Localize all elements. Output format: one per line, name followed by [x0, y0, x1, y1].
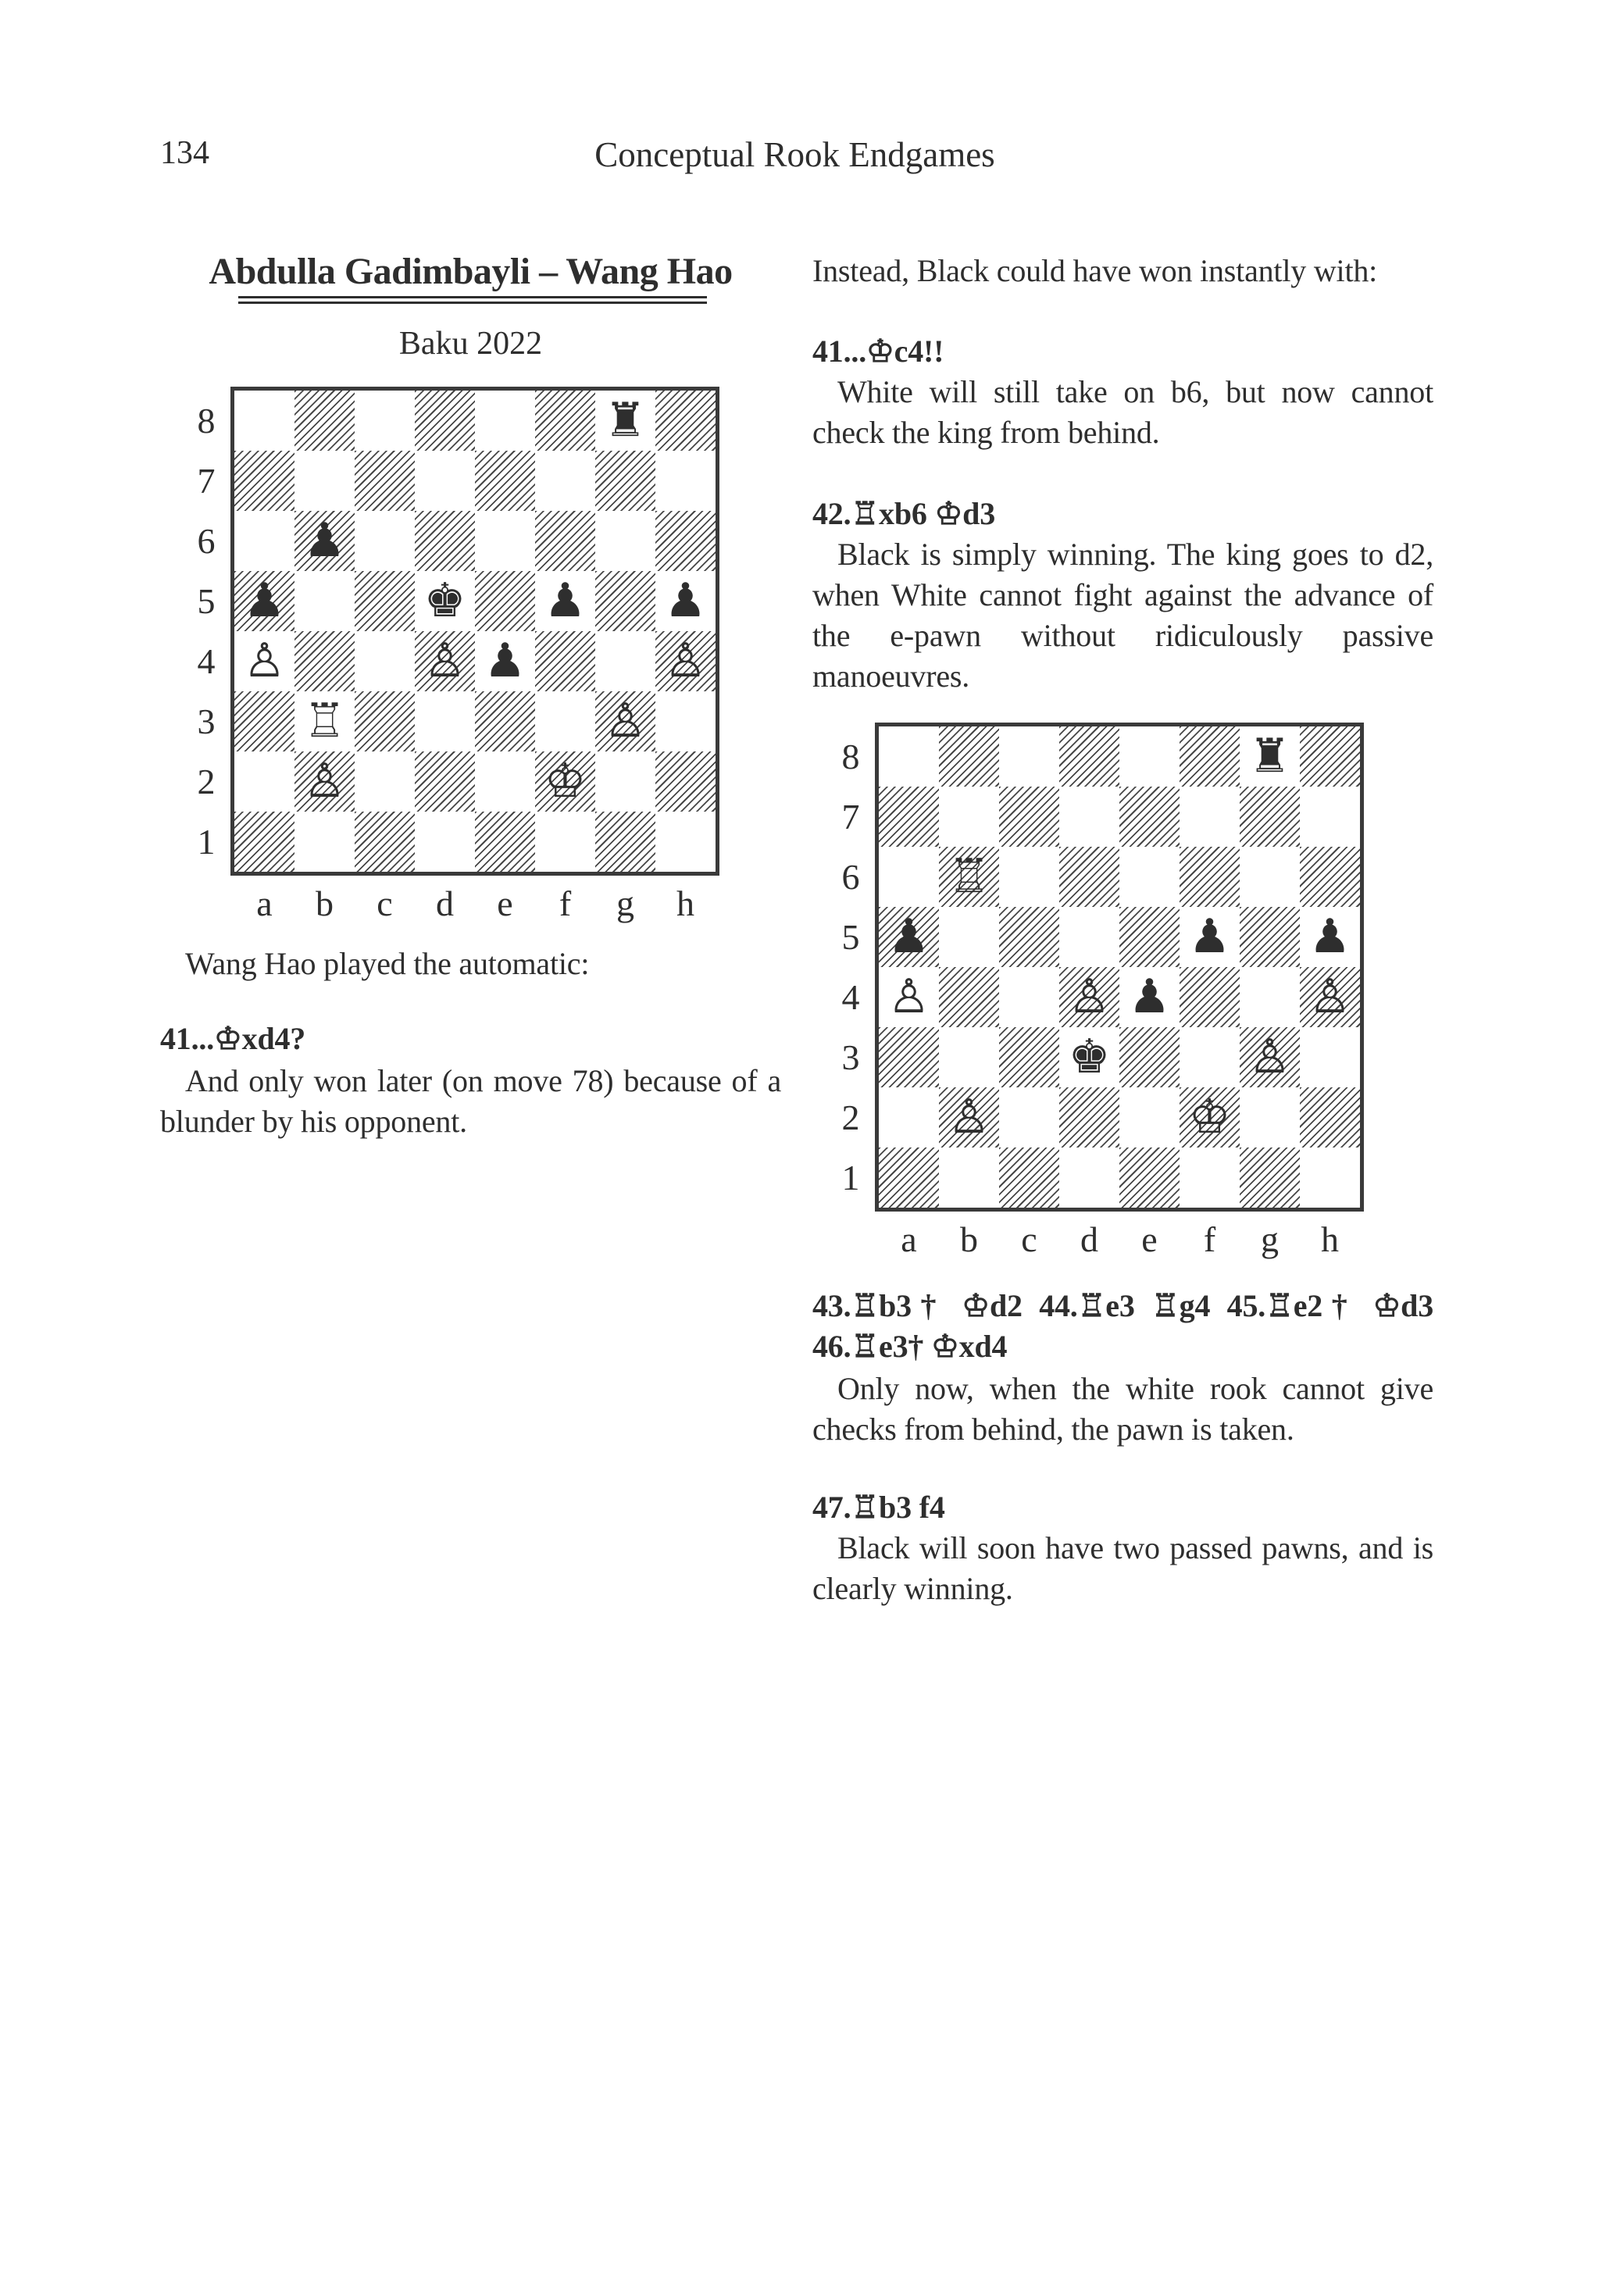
- square-e1: [475, 812, 535, 872]
- square-f2: [1180, 1087, 1240, 1147]
- square-d8: [415, 391, 475, 451]
- square-f7: [535, 451, 595, 511]
- square-d7: [1059, 787, 1119, 847]
- square-g7: [1240, 787, 1300, 847]
- rank-label-6: 6: [841, 857, 860, 897]
- square-e3: [1119, 1027, 1180, 1087]
- square-g6: [595, 511, 655, 571]
- square-b7: [939, 787, 999, 847]
- move-41: 41...♔xd4?: [160, 1021, 306, 1056]
- file-label-h: h: [676, 883, 694, 923]
- file-label-f: f: [559, 883, 572, 923]
- square-g8: [1240, 726, 1300, 787]
- square-e3: [475, 691, 535, 751]
- square-b1: [294, 812, 355, 872]
- square-c7: [355, 451, 415, 511]
- square-f4: [535, 631, 595, 691]
- square-g7: [595, 451, 655, 511]
- square-f5: [535, 571, 595, 631]
- file-label-a: a: [901, 1219, 917, 1259]
- square-h6: [655, 511, 716, 571]
- square-h8: [655, 391, 716, 451]
- square-c4: [355, 631, 415, 691]
- game-title: Abdulla Gadimbayli – Wang Hao: [209, 251, 733, 292]
- square-b3: [294, 691, 355, 751]
- square-c2: [355, 751, 415, 812]
- rank-label-5: 5: [841, 917, 860, 957]
- square-a1: [234, 812, 294, 872]
- square-h1: [1300, 1147, 1360, 1208]
- square-e1: [1119, 1147, 1180, 1208]
- file-label-e: e: [497, 883, 513, 923]
- square-g2: [1240, 1087, 1300, 1147]
- square-b2: [939, 1087, 999, 1147]
- square-b1: [939, 1147, 999, 1208]
- moves-43-46: 43.♖b3† ♔d2 44.♖e3 ♖g4 45.♖e2† ♔d3 46.♖e3† ♔xd4: [812, 1288, 1433, 1364]
- file-label-g: g: [616, 883, 634, 923]
- black-pawn-icon: ♟: [664, 573, 707, 628]
- square-d6: [415, 511, 475, 571]
- square-e6: [1119, 847, 1180, 907]
- square-g6: [1240, 847, 1300, 907]
- black-pawn-icon: ♟: [243, 573, 286, 628]
- square-b3: [939, 1027, 999, 1087]
- black-pawn-icon: ♟: [1188, 909, 1231, 964]
- square-a3: [234, 691, 294, 751]
- square-e4: [1119, 967, 1180, 1027]
- square-b4: [294, 631, 355, 691]
- file-label-c: c: [1021, 1219, 1037, 1259]
- square-c7: [999, 787, 1059, 847]
- square-e6: [475, 511, 535, 571]
- black-pawn-icon: ♟: [303, 513, 346, 568]
- square-f6: [1180, 847, 1240, 907]
- square-h3: [1300, 1027, 1360, 1087]
- square-h3: [655, 691, 716, 751]
- black-pawn-icon: ♟: [484, 634, 526, 688]
- move-41-alt: 41...♔c4!!: [812, 334, 944, 369]
- rank-label-8: 8: [841, 737, 860, 776]
- square-e2: [1119, 1087, 1180, 1147]
- square-c4: [999, 967, 1059, 1027]
- square-h2: [1300, 1087, 1360, 1147]
- square-f5: [1180, 907, 1240, 967]
- square-g3: [595, 691, 655, 751]
- rank-label-1: 1: [197, 822, 216, 862]
- white-king-icon: ♔: [544, 754, 587, 808]
- rank-label-4: 4: [197, 641, 216, 681]
- square-g5: [595, 571, 655, 631]
- rank-label-7: 7: [841, 797, 860, 837]
- white-pawn-icon: ♙: [1308, 969, 1351, 1024]
- rank-label-6: 6: [197, 521, 216, 561]
- black-rook-icon: ♜: [1248, 729, 1291, 783]
- square-g4: [1240, 967, 1300, 1027]
- square-d4: [415, 631, 475, 691]
- square-h2: [655, 751, 716, 812]
- file-label-b: b: [316, 883, 334, 923]
- square-c8: [355, 391, 415, 451]
- square-h5: [1300, 907, 1360, 967]
- file-label-h: h: [1321, 1219, 1339, 1259]
- square-d1: [1059, 1147, 1119, 1208]
- white-pawn-icon: ♙: [243, 634, 286, 688]
- rank-labels: [830, 726, 871, 1208]
- square-a7: [879, 787, 939, 847]
- rank-label-1: 1: [841, 1158, 860, 1197]
- black-pawn-icon: ♟: [1128, 969, 1171, 1024]
- square-e4: [475, 631, 535, 691]
- paragraph-41: And only won later (on move 78) because of a blunder by his opponent.: [160, 1063, 781, 1139]
- square-f8: [1180, 726, 1240, 787]
- square-d2: [1059, 1087, 1119, 1147]
- game-event: Baku 2022: [398, 326, 543, 362]
- file-label-b: b: [960, 1219, 978, 1259]
- file-label-e: e: [1141, 1219, 1158, 1259]
- move-42: 42.♖xb6 ♔d3: [812, 496, 996, 531]
- square-h7: [1300, 787, 1360, 847]
- square-d8: [1059, 726, 1119, 787]
- black-pawn-icon: ♟: [1308, 909, 1351, 964]
- square-g1: [595, 812, 655, 872]
- square-f8: [535, 391, 595, 451]
- square-a2: [234, 751, 294, 812]
- square-c8: [999, 726, 1059, 787]
- square-c1: [355, 812, 415, 872]
- file-label-f: f: [1203, 1219, 1216, 1259]
- board-frame: [230, 387, 719, 876]
- square-f4: [1180, 967, 1240, 1027]
- square-d3: [1059, 1027, 1119, 1087]
- square-e8: [1119, 726, 1180, 787]
- square-a4: [234, 631, 294, 691]
- square-h5: [655, 571, 716, 631]
- square-a7: [234, 451, 294, 511]
- white-pawn-icon: ♙: [948, 1090, 990, 1144]
- square-a8: [234, 391, 294, 451]
- file-label-g: g: [1261, 1219, 1279, 1259]
- square-b8: [294, 391, 355, 451]
- square-a1: [879, 1147, 939, 1208]
- file-label-d: d: [1080, 1219, 1098, 1259]
- square-h4: [1300, 967, 1360, 1027]
- square-a4: [879, 967, 939, 1027]
- square-g3: [1240, 1027, 1300, 1087]
- rank-label-7: 7: [197, 461, 216, 501]
- file-label-d: d: [436, 883, 454, 923]
- paragraph-46: Only now, when the white rook cannot give checks from behind, the pawn is taken.: [812, 1371, 1433, 1447]
- square-c3: [999, 1027, 1059, 1087]
- square-b6: [939, 847, 999, 907]
- square-d6: [1059, 847, 1119, 907]
- square-f2: [535, 751, 595, 812]
- square-a2: [879, 1087, 939, 1147]
- square-f3: [1180, 1027, 1240, 1087]
- board-grid: [879, 726, 1360, 1208]
- square-b5: [294, 571, 355, 631]
- square-c6: [999, 847, 1059, 907]
- square-f7: [1180, 787, 1240, 847]
- square-a8: [879, 726, 939, 787]
- square-d5: [415, 571, 475, 631]
- white-pawn-icon: ♙: [423, 634, 466, 688]
- paragraph-instead: Instead, Black could have won instantly with:: [812, 253, 1378, 288]
- rank-labels: [186, 391, 227, 872]
- square-f1: [535, 812, 595, 872]
- running-header: Conceptual Rook Endgames: [594, 135, 995, 174]
- rank-label-5: 5: [197, 581, 216, 621]
- square-d2: [415, 751, 475, 812]
- square-c5: [999, 907, 1059, 967]
- square-e2: [475, 751, 535, 812]
- square-h1: [655, 812, 716, 872]
- square-h7: [655, 451, 716, 511]
- file-label-a: a: [256, 883, 273, 923]
- square-e5: [475, 571, 535, 631]
- square-e8: [475, 391, 535, 451]
- square-c2: [999, 1087, 1059, 1147]
- square-d7: [415, 451, 475, 511]
- white-pawn-icon: ♙: [303, 754, 346, 808]
- square-g8: [595, 391, 655, 451]
- square-a3: [879, 1027, 939, 1087]
- square-a6: [234, 511, 294, 571]
- square-g4: [595, 631, 655, 691]
- square-c3: [355, 691, 415, 751]
- square-h6: [1300, 847, 1360, 907]
- white-pawn-icon: ♙: [887, 969, 930, 1024]
- square-g5: [1240, 907, 1300, 967]
- square-e7: [475, 451, 535, 511]
- square-b6: [294, 511, 355, 571]
- white-pawn-icon: ♙: [1068, 969, 1111, 1024]
- black-king-icon: ♚: [423, 573, 466, 628]
- white-rook-icon: ♖: [303, 694, 346, 748]
- square-f1: [1180, 1147, 1240, 1208]
- square-a5: [234, 571, 294, 631]
- paragraph-intro: Wang Hao played the automatic:: [185, 946, 590, 981]
- black-pawn-icon: ♟: [544, 573, 587, 628]
- square-h4: [655, 631, 716, 691]
- square-a5: [879, 907, 939, 967]
- square-f6: [535, 511, 595, 571]
- square-e7: [1119, 787, 1180, 847]
- square-c6: [355, 511, 415, 571]
- white-pawn-icon: ♙: [604, 694, 647, 748]
- square-g1: [1240, 1147, 1300, 1208]
- white-rook-icon: ♖: [948, 849, 990, 904]
- square-c5: [355, 571, 415, 631]
- rank-label-2: 2: [841, 1098, 860, 1137]
- rank-label-8: 8: [197, 401, 216, 441]
- file-labels: [234, 882, 716, 925]
- square-c1: [999, 1147, 1059, 1208]
- page-number: 134: [160, 135, 209, 171]
- square-d1: [415, 812, 475, 872]
- square-h8: [1300, 726, 1360, 787]
- black-king-icon: ♚: [1068, 1030, 1111, 1084]
- black-pawn-icon: ♟: [887, 909, 930, 964]
- square-a6: [879, 847, 939, 907]
- black-rook-icon: ♜: [604, 393, 647, 448]
- white-pawn-icon: ♙: [664, 634, 707, 688]
- rank-label-3: 3: [197, 701, 216, 741]
- square-f3: [535, 691, 595, 751]
- rank-label-3: 3: [841, 1037, 860, 1077]
- square-e5: [1119, 907, 1180, 967]
- paragraph-47: Black will soon have two passed pawns, and is clearly winning.: [812, 1530, 1433, 1606]
- file-label-c: c: [377, 883, 393, 923]
- square-d3: [415, 691, 475, 751]
- rank-label-2: 2: [197, 762, 216, 801]
- rank-label-4: 4: [841, 977, 860, 1017]
- board-frame: [875, 723, 1364, 1212]
- move-47: 47.♖b3 f4: [812, 1490, 945, 1525]
- white-pawn-icon: ♙: [1248, 1030, 1291, 1084]
- square-g2: [595, 751, 655, 812]
- title-rule: [238, 296, 707, 304]
- square-b2: [294, 751, 355, 812]
- square-d4: [1059, 967, 1119, 1027]
- file-labels: [879, 1218, 1360, 1261]
- paragraph-41-alt: White will still take on b6, but now cannot check the king from behind.: [812, 374, 1433, 450]
- board-grid: [234, 391, 716, 872]
- square-b5: [939, 907, 999, 967]
- square-b8: [939, 726, 999, 787]
- paragraph-42: Black is simply winning. The king goes to d2, when White cannot fight against the advance of the e-pawn without ridiculously passive manoeuvres.: [812, 537, 1433, 694]
- square-d5: [1059, 907, 1119, 967]
- white-king-icon: ♔: [1188, 1090, 1231, 1144]
- square-b4: [939, 967, 999, 1027]
- square-b7: [294, 451, 355, 511]
